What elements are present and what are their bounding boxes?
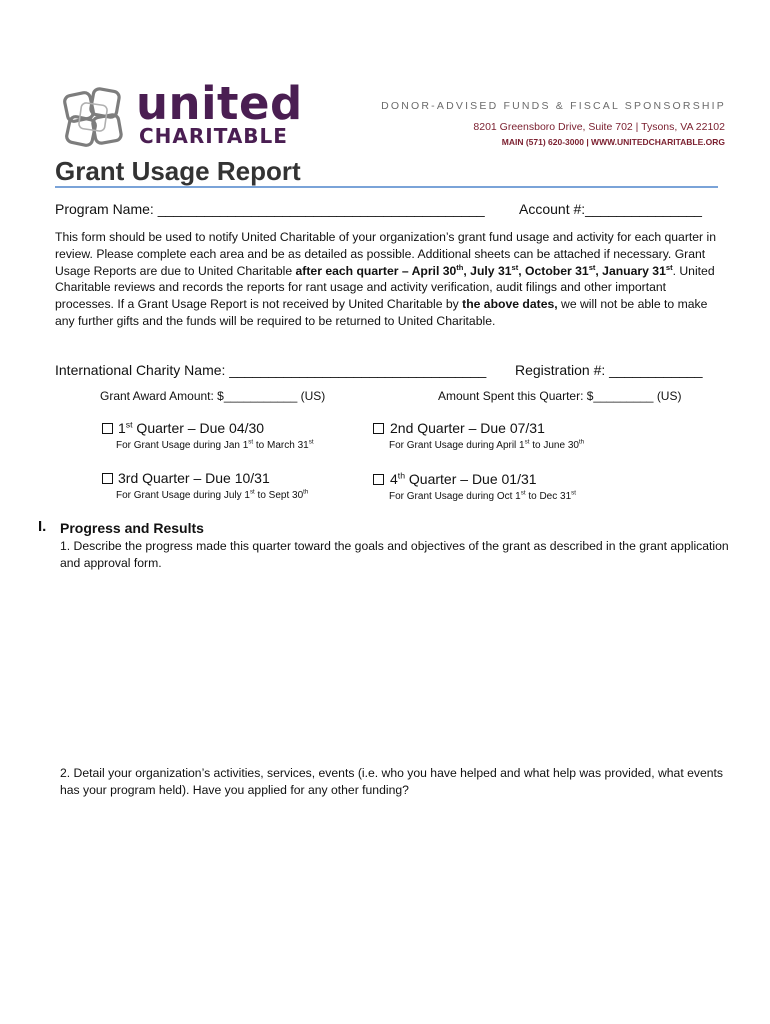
logo-icon bbox=[60, 84, 126, 150]
quarter-4-label: 4th Quarter – Due 01/31 bbox=[390, 470, 537, 487]
section-number: I. bbox=[38, 518, 47, 535]
title-divider bbox=[55, 186, 718, 188]
quarter-2-checkbox[interactable] bbox=[373, 423, 384, 434]
brand-name: united bbox=[136, 77, 303, 130]
tagline: DONOR-ADVISED FUNDS & FISCAL SPONSORSHIP bbox=[381, 100, 726, 112]
brand-subname: CHARITABLE bbox=[139, 124, 288, 148]
question-2-text: 2. Detail your organization’s activities, services, events (i.e. who you have helped and what help was provided, what events has your program held). Have you applied for any other funding? bbox=[60, 766, 724, 797]
contact-info: MAIN (571) 620-3000 | WWW.UNITEDCHARITABLE.ORG bbox=[501, 137, 725, 147]
quarter-1-description: For Grant Usage during Jan 1st to March 31st bbox=[116, 438, 314, 451]
amount-spent-field[interactable]: Amount Spent this Quarter: $_________ (US) bbox=[438, 389, 682, 403]
charity-name-field[interactable]: International Charity Name: _________________________________ bbox=[55, 362, 487, 378]
account-number-field[interactable]: Account #:_______________ bbox=[519, 201, 702, 217]
quarter-3-label: 3rd Quarter – Due 10/31 bbox=[118, 470, 270, 486]
quarter-4-checkbox[interactable] bbox=[373, 474, 384, 485]
question-1-text: 1. Describe the progress made this quarter toward the goals and objectives of the grant as described in the grant application and approval form. bbox=[60, 539, 729, 570]
section-title: Progress and Results bbox=[60, 520, 204, 536]
quarter-3-description: For Grant Usage during July 1st to Sept 30th bbox=[116, 488, 309, 501]
intro-paragraph: This form should be used to notify United Charitable of your organization’s grant fund usage and activity for each quarter in review. Please complete each area and be as detailed as possible. Additional sheets can be attached if necessary. Grant Usage Reports are due to United Charitable after each quarter – April 30th, July 31st, October 31st, January 31st. United Charitable reviews and records the reports for rant usage and activity verification, audit filings and other important processes. If a Grant Usage Report is not received by United Charitable by the above dates, we will not be able to make any further gifts and the funds will be required to be returned to United Charitable. bbox=[55, 230, 716, 328]
quarter-2-label: 2nd Quarter – Due 07/31 bbox=[390, 420, 545, 436]
quarter-4-description: For Grant Usage during Oct 1st to Dec 31st bbox=[389, 489, 576, 502]
quarter-2-description: For Grant Usage during April 1st to June 30th bbox=[389, 438, 585, 451]
quarter-1-checkbox[interactable] bbox=[102, 423, 113, 434]
registration-number-field[interactable]: Registration #: ____________ bbox=[515, 362, 703, 378]
quarter-1-label: 1st Quarter – Due 04/30 bbox=[118, 419, 265, 436]
address: 8201 Greensboro Drive, Suite 702 | Tysons, VA 22102 bbox=[473, 121, 725, 133]
grant-award-amount-field[interactable]: Grant Award Amount: $___________ (US) bbox=[100, 389, 326, 403]
page-title: Grant Usage Report bbox=[55, 156, 301, 186]
program-name-field[interactable]: Program Name: __________________________________________ bbox=[55, 201, 485, 217]
quarter-3-checkbox[interactable] bbox=[102, 473, 113, 484]
